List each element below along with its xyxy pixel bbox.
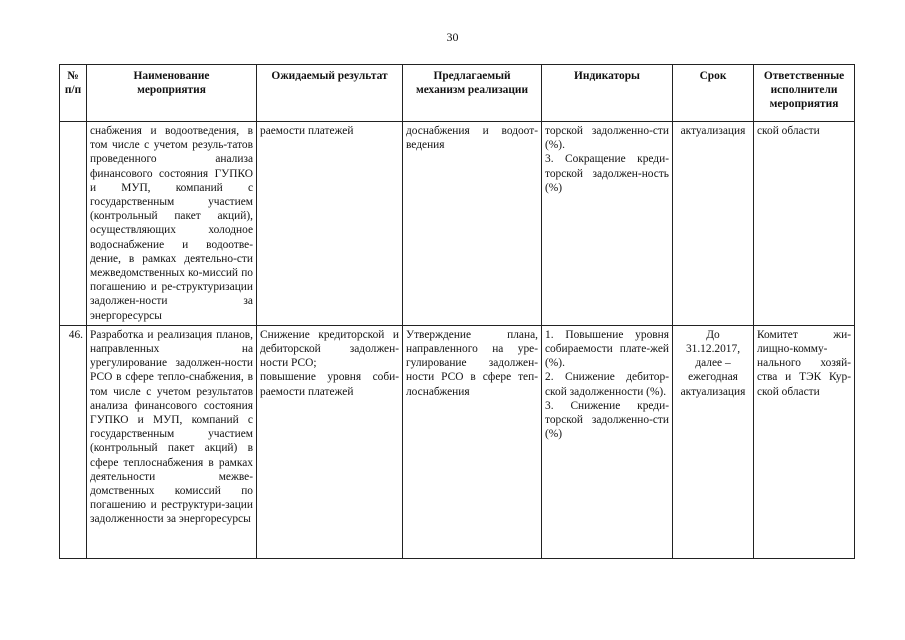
row-term: актуализация (673, 122, 754, 326)
row-term: До 31.12.2017, далее – ежегодная актуализация (673, 325, 754, 558)
table-header-row (60, 65, 855, 122)
table-row (60, 122, 855, 326)
row-responsible: ской области (754, 122, 855, 326)
header-responsible: Ответственные исполнители мероприятия (754, 65, 855, 122)
row-name: Разработка и реализация планов, направленных на урегулирование задолжен-ности РСО в сфере тепло-снабжения, в том числе с учетом результатов анализа финансового состояния ГУПКО и МУП, компаний с государственным участием (контрольный пакет акций) в сфере теплоснабжения в рамках деятельности межве-домственных комиссий по погашению и реструктури-зации задолженности за энергоресурсы (87, 325, 257, 558)
header-term: Срок (673, 65, 754, 122)
row-number (60, 122, 87, 326)
header-number: № п/п (60, 65, 87, 122)
row-result: Снижение кредиторской и дебиторской задолжен-ности РСО; повышение уровня соби-раемости платежей (257, 325, 403, 558)
header-mechanism: Предлагаемый механизм реализации (403, 65, 542, 122)
header-indicators: Индикаторы (542, 65, 673, 122)
row-indicators: 1. Повышение уровня собираемости плате-жей (%). 2. Снижение дебитор-ской задолженности (%). 3. Снижение креди-торской задолженно-сти (%) (542, 325, 673, 558)
table-row (60, 325, 855, 558)
row-responsible: Комитет жи-лищно-комму-нального хозяй-ства и ТЭК Кур-ской области (754, 325, 855, 558)
page-number: 30 (446, 30, 459, 44)
measures-table (59, 64, 855, 559)
row-indicators: торской задолженно-сти (%). 3. Сокращение креди-торской задолжен-ность (%) (542, 122, 673, 326)
row-result: раемости платежей (257, 122, 403, 326)
row-name: снабжения и водоотведения, в том числе с учетом резуль-татов проведенного анализа финансового состояния ГУПКО и МУП, компаний с государственным участием (контрольный пакет акций), осуществляющих холодное водоснабжение и водоотве-дение, в рамках деятельно-сти межведомственных ко-миссий по погашению и ре-структуризации задолжен-ности за энергоресурсы (87, 122, 257, 326)
header-name: Наименование мероприятия (87, 65, 257, 122)
header-result: Ожидаемый результат (257, 65, 403, 122)
row-mechanism: Утверждение плана, направленного на уре-гулирование задолжен-ности РСО в сфере теп-лоснабжения (403, 325, 542, 558)
row-number: 46. (60, 325, 87, 558)
row-mechanism: доснабжения и водоот-ведения (403, 122, 542, 326)
